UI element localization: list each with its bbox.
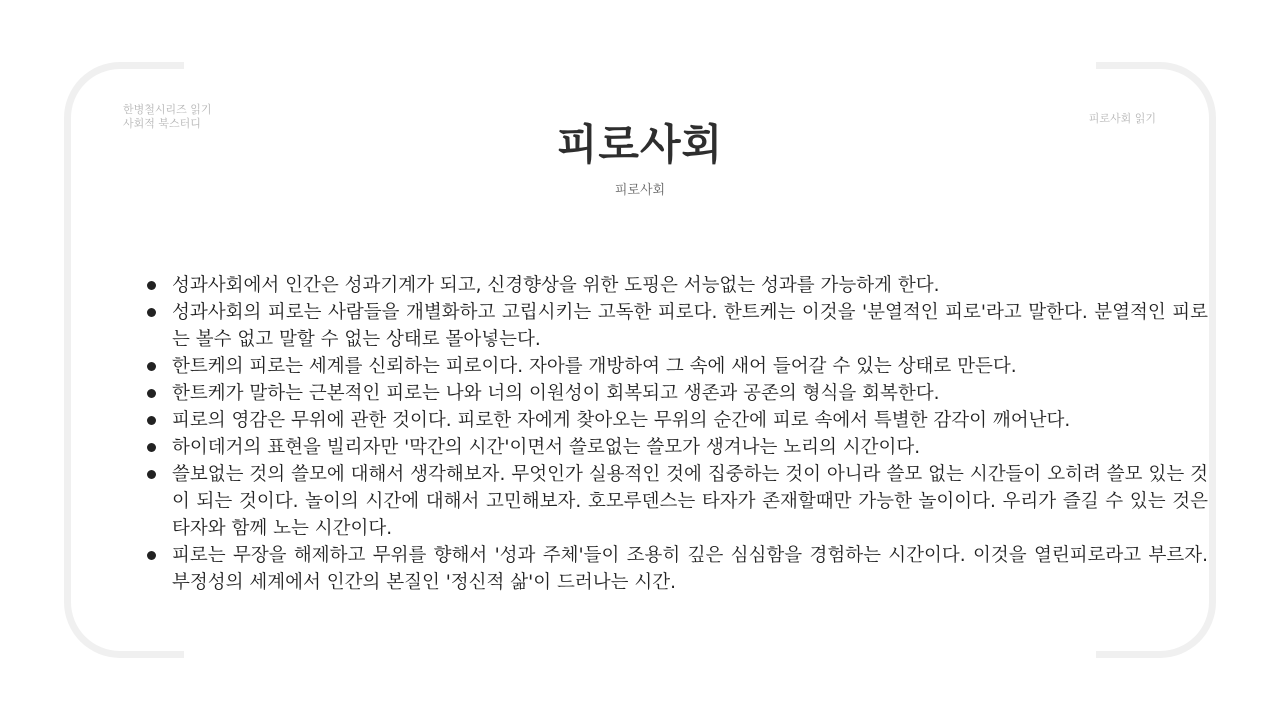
bullet-item: 하이데거의 표현을 빌리자만 '막간의 시간'이면서 쓸로없는 쓸모가 생겨나는 노리의 시간이다. <box>172 434 1208 461</box>
section-caption: 피로사회 읽기 <box>1088 112 1156 125</box>
series-caption-line1: 한병철시리즈 읽기 <box>123 103 212 116</box>
bullet-item: 한트케가 말하는 근본적인 피로는 나와 너의 이원성이 회복되고 생존과 공존의 형식을 회복한다. <box>172 380 1208 407</box>
bullet-item: 쓸보없는 것의 쓸모에 대해서 생각해보자. 무엇인가 실용적인 것에 집중하는 것이 아니라 쓸모 없는 시간들이 오히려 쓸모 있는 것이 되는 것이다. 놀이의 시간에 대해서 고민해보자. 호모루덴스는 타자가 존재할때만 가능한 놀이이다. 우리가 즐길 수 있는 것은 타자와 함께 노는 시간이다. <box>172 461 1208 542</box>
bullet-list <box>140 272 1208 596</box>
slide-subtitle: 피로사회 <box>614 183 666 198</box>
series-caption-line2: 사회적 북스터디 <box>123 117 201 130</box>
bullet-item: 성과사회에서 인간은 성과기계가 되고, 신경향상을 위한 도핑은 서능없는 성과를 가능하게 한다. <box>172 272 1208 299</box>
bullet-item: 한트케의 피로는 세계를 신뢰하는 피로이다. 자아를 개방하여 그 속에 새어 들어갈 수 있는 상태로 만든다. <box>172 353 1208 380</box>
bullet-item: 피로의 영감은 무위에 관한 것이다. 피로한 자에게 찾아오는 무위의 순간에 피로 속에서 특별한 감각이 깨어난다. <box>172 407 1208 434</box>
bullet-item: 피로는 무장을 해제하고 무위를 향해서 '성과 주체'들이 조용히 깊은 심심함을 경험하는 시간이다. 이것을 열린피로라고 부르자. 부정성의 세계에서 인간의 본질인 '정신적 삶'이 드러나는 시간. <box>172 542 1208 596</box>
frame-left-edge <box>64 200 71 520</box>
frame-right-edge <box>1209 200 1216 520</box>
bullet-item: 성과사회의 피로는 사람들을 개별화하고 고립시키는 고독한 피로다. 한트케는 이것을 '분열적인 피로'라고 말한다. 분열적인 피로는 볼수 없고 말할 수 없는 상태로 몰아넣는다. <box>172 299 1208 353</box>
slide-title: 피로사회 <box>556 120 724 169</box>
